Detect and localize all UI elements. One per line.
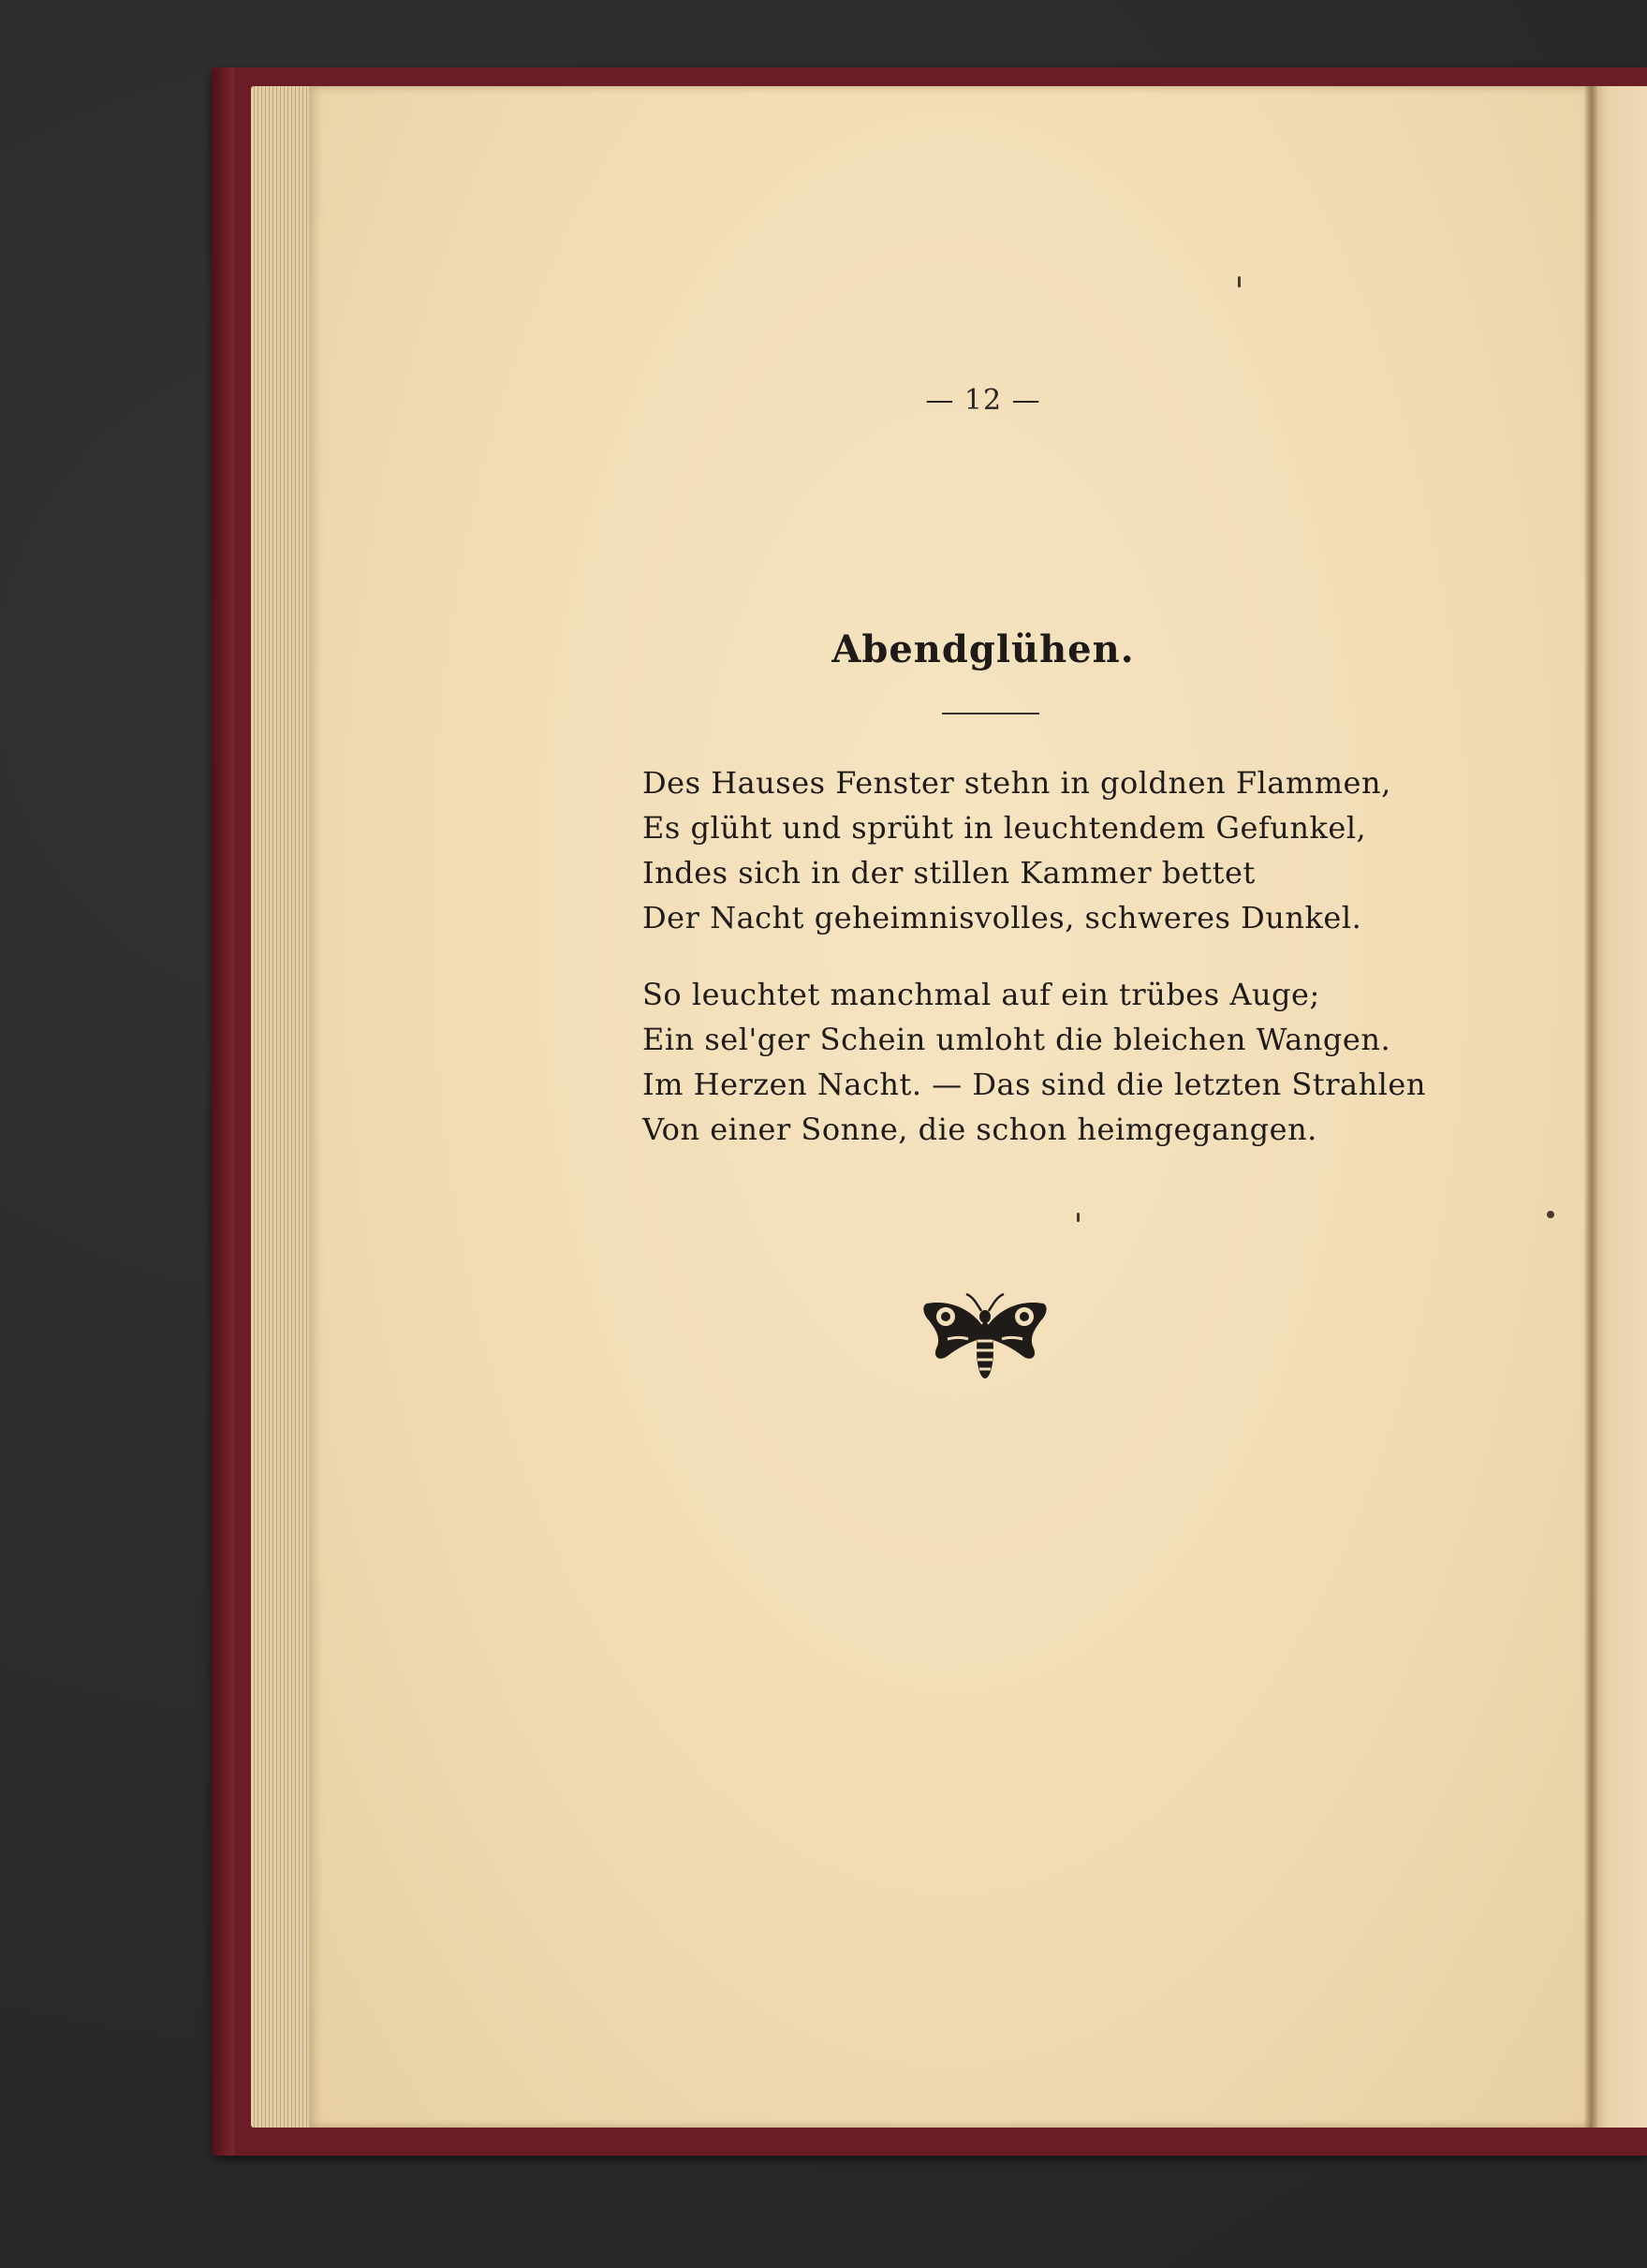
poem-line: Indes sich in der stillen Kammer bettet bbox=[642, 855, 1256, 891]
butterfly-icon bbox=[919, 1290, 1051, 1388]
poem-line: Des Hauses Fenster stehn in goldnen Flammen, bbox=[642, 765, 1391, 801]
page-stack-edges bbox=[251, 86, 316, 2128]
page-number: — 12 — bbox=[925, 384, 1041, 417]
paper-speck bbox=[1547, 1211, 1554, 1218]
poem-line: Der Nacht geheimnisvolles, schweres Dunkel. bbox=[642, 900, 1362, 935]
poem-line: Im Herzen Nacht. — Das sind die letzten Strahlen bbox=[642, 1067, 1426, 1102]
poem-line: So leuchtet manchmal auf ein trübes Auge; bbox=[642, 977, 1320, 1012]
poem-line: Ein sel'ger Schein umloht die bleichen Wangen. bbox=[642, 1022, 1391, 1057]
poem-line: Von einer Sonne, die schon heimgegangen. bbox=[642, 1112, 1317, 1147]
book-cover-edge bbox=[212, 67, 234, 2156]
book-gutter bbox=[1584, 86, 1597, 2128]
paper-speck bbox=[1238, 276, 1241, 287]
poem-body bbox=[642, 760, 1426, 1152]
facing-page-edge bbox=[1592, 86, 1647, 2128]
title-rule bbox=[942, 713, 1039, 714]
paper-speck bbox=[1077, 1213, 1080, 1222]
poem-line: Es glüht und sprüht in leuchtendem Gefunkel, bbox=[642, 810, 1367, 846]
stanza bbox=[642, 760, 1410, 940]
stanza bbox=[642, 972, 1426, 1152]
poem-title: Abendglühen. bbox=[831, 627, 1135, 671]
